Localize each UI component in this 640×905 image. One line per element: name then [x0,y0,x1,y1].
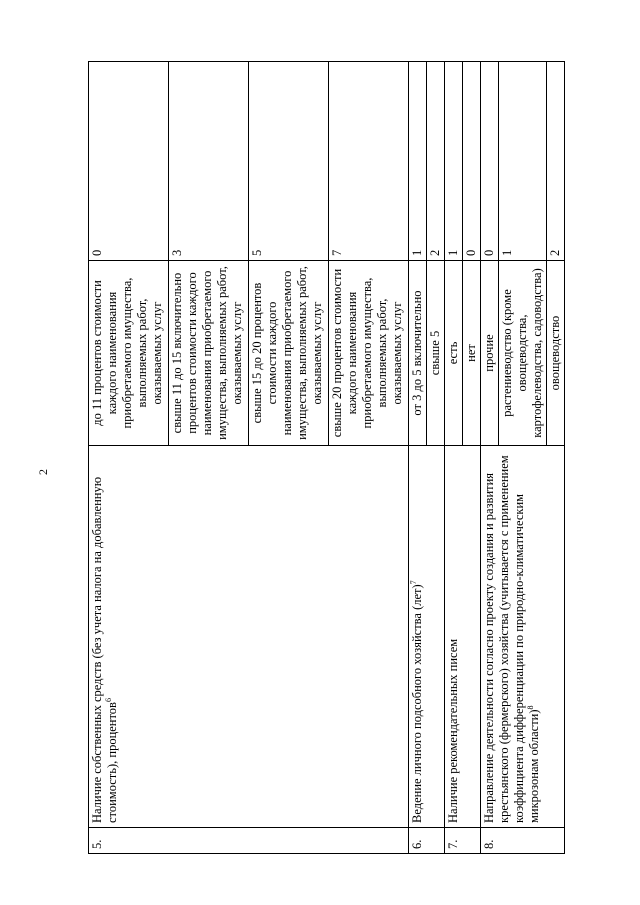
row-number: 8. [481,828,565,854]
footnote-mark: 7 [408,580,418,585]
option-cell: от 3 до 5 включительно [409,261,427,446]
page-number: 2 [36,469,50,475]
score-cell: 1 [445,62,463,261]
criterion-cell [89,446,409,828]
option-cell: есть [445,261,463,446]
option-cell: свыше 15 до 20 процентов стоимости каждого наименования приобретаемого имущества, выполняемых работ, оказываемых услуг [249,261,329,446]
option-cell: свыше 20 процентов стоимости каждого наименования приобретаемого имущества, выполняемых работ, оказываемых услуг [329,261,409,446]
score-cell: 0 [89,62,169,261]
criteria-table [88,61,565,854]
score-cell: 2 [427,62,445,261]
criterion-cell [409,446,445,828]
table-row [445,62,463,854]
option-cell: свыше 11 до 15 включительно процентов стоимости каждого наименования приобретаемого имущества, выполняемых работ, оказываемых услуг [169,261,249,446]
score-cell: 0 [481,62,499,261]
footnote-mark: 6 [103,698,113,703]
option-cell: растениеводство (кроме овощеводства, картофелеводства, садоводства) [499,261,547,446]
footnote-mark: 8 [525,705,535,710]
criterion-text: Наличие собственных средств (без учета налога на добавленную стоимость), процентов [90,476,119,823]
score-cell: 3 [169,62,249,261]
criterion-text: Направление деятельности согласно проекту создания и развития крестьянского (фермерского) хозяйства (учитывается с применением коэффициента дифференциации по природно-климатическим микрозонам области) [482,455,541,823]
score-cell: 2 [547,62,565,261]
criterion-cell [481,446,565,828]
option-cell: нет [463,261,481,446]
criterion-cell [445,446,481,828]
score-cell: 1 [409,62,427,261]
score-cell: 5 [249,62,329,261]
score-cell: 7 [329,62,409,261]
table-row [409,62,427,854]
option-cell: овощеводство [547,261,565,446]
table-row [481,62,499,854]
row-number: 6. [409,828,445,854]
criterion-text: Наличие рекомендательных писем [446,638,460,823]
option-cell: свыше 5 [427,261,445,446]
option-cell: до 11 процентов стоимости каждого наименования приобретаемого имущества, выполняемых работ, оказываемых услуг [89,261,169,446]
score-cell: 0 [463,62,481,261]
table-row [89,62,169,854]
score-cell: 1 [499,62,547,261]
row-number: 7. [445,828,481,854]
criterion-text: Ведение личного подсобного хозяйства (лет) [410,584,424,823]
rotated-page [88,64,568,854]
option-cell: прочие [481,261,499,446]
row-number: 5. [89,828,409,854]
